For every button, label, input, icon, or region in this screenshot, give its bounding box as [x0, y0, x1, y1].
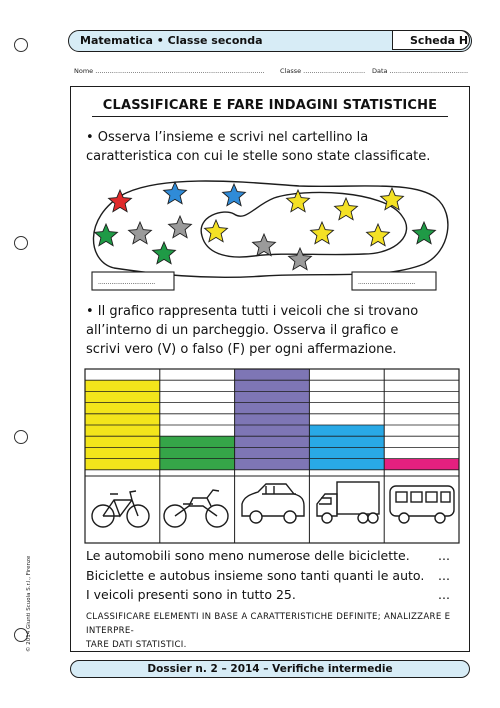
statement-row	[86, 587, 456, 602]
bicycle-icon	[92, 491, 149, 527]
objective-line-1: CLASSIFICARE ELEMENTI IN BASE A CARATTERISTICHE DEFINITE; ANALIZZARE E INTERPRE-	[86, 612, 451, 636]
bar-bus	[384, 459, 459, 470]
star-set-diagram	[84, 176, 456, 296]
instruction-1	[86, 128, 456, 166]
objective-line-2: TARE DATI STATISTICI.	[86, 640, 187, 650]
binder-hole	[14, 38, 28, 52]
yellow-star-icon	[367, 224, 390, 246]
yellow-star-icon	[311, 222, 334, 244]
yellow-star-icon	[335, 198, 358, 220]
vehicle-bar-chart	[84, 368, 460, 544]
green-star-icon	[413, 222, 436, 244]
gray-star-icon	[289, 248, 312, 270]
exercise-title: CLASSIFICARE E FARE INDAGINI STATISTICHE	[102, 98, 438, 113]
label-box-left-dots: ..............................	[98, 279, 156, 286]
instruction-2-line-2: all’interno di un parcheggio. Osserva il grafico e	[86, 323, 399, 338]
header-title: Matematica • Classe seconda	[80, 34, 263, 47]
statement-answer[interactable]: ...	[438, 548, 450, 563]
learning-objective	[86, 610, 460, 652]
bar-car	[235, 369, 310, 470]
gray-star-icon	[129, 222, 152, 244]
footer-text: Dossier n. 2 – 2014 – Verifiche intermedie	[147, 663, 393, 675]
statement-text: Le automobili sono meno numerose delle biciclette.	[86, 548, 410, 563]
name-field[interactable]: Nome ..................................................................................	[74, 67, 265, 75]
instruction-2	[86, 302, 456, 359]
class-field[interactable]: Classe ..............................	[280, 67, 366, 75]
statement-answer[interactable]: ...	[438, 587, 450, 602]
statement-row	[86, 548, 456, 563]
instruction-2-line-3: scrivi vero (V) o falso (F) per ogni affermazione.	[86, 342, 397, 357]
label-box-right-dots: ..............................	[358, 279, 416, 286]
gray-star-icon	[169, 216, 192, 238]
statement-text: Biciclette e autobus insieme sono tanti quanti le auto.	[86, 568, 425, 583]
green-star-icon	[95, 224, 118, 246]
yellow-star-icon	[205, 220, 228, 242]
statement-answer[interactable]: ...	[438, 568, 450, 583]
copyright-note: © 2014 Giunti Scuola S.r.l., Firenze	[26, 555, 32, 652]
motorcycle-icon	[164, 490, 228, 527]
binder-hole	[14, 236, 28, 250]
title-divider	[92, 116, 448, 117]
bar-motorcycle	[160, 436, 235, 470]
worksheet-badge-label: Scheda H	[410, 34, 469, 47]
binder-hole	[14, 430, 28, 444]
red-star-icon	[109, 190, 132, 212]
green-star-icon	[153, 242, 176, 264]
blue-star-icon	[223, 184, 246, 206]
gray-star-icon	[253, 234, 276, 256]
instruction-1-line-2: caratteristica con cui le stelle sono state classificate.	[86, 149, 431, 164]
bus-icon	[390, 486, 454, 523]
statement-text: I veicoli presenti sono in tutto 25.	[86, 587, 296, 602]
instruction-2-line-1: • Il grafico rappresenta tutti i veicoli che si trovano	[86, 304, 419, 319]
car-icon	[242, 484, 304, 523]
statement-row	[86, 568, 456, 583]
truck-icon	[317, 482, 379, 523]
blue-star-icon	[164, 182, 187, 204]
date-field[interactable]: Data ......................................	[372, 67, 469, 75]
instruction-1-line-1: • Osserva l’insieme e scrivi nel cartellino la	[86, 130, 369, 145]
